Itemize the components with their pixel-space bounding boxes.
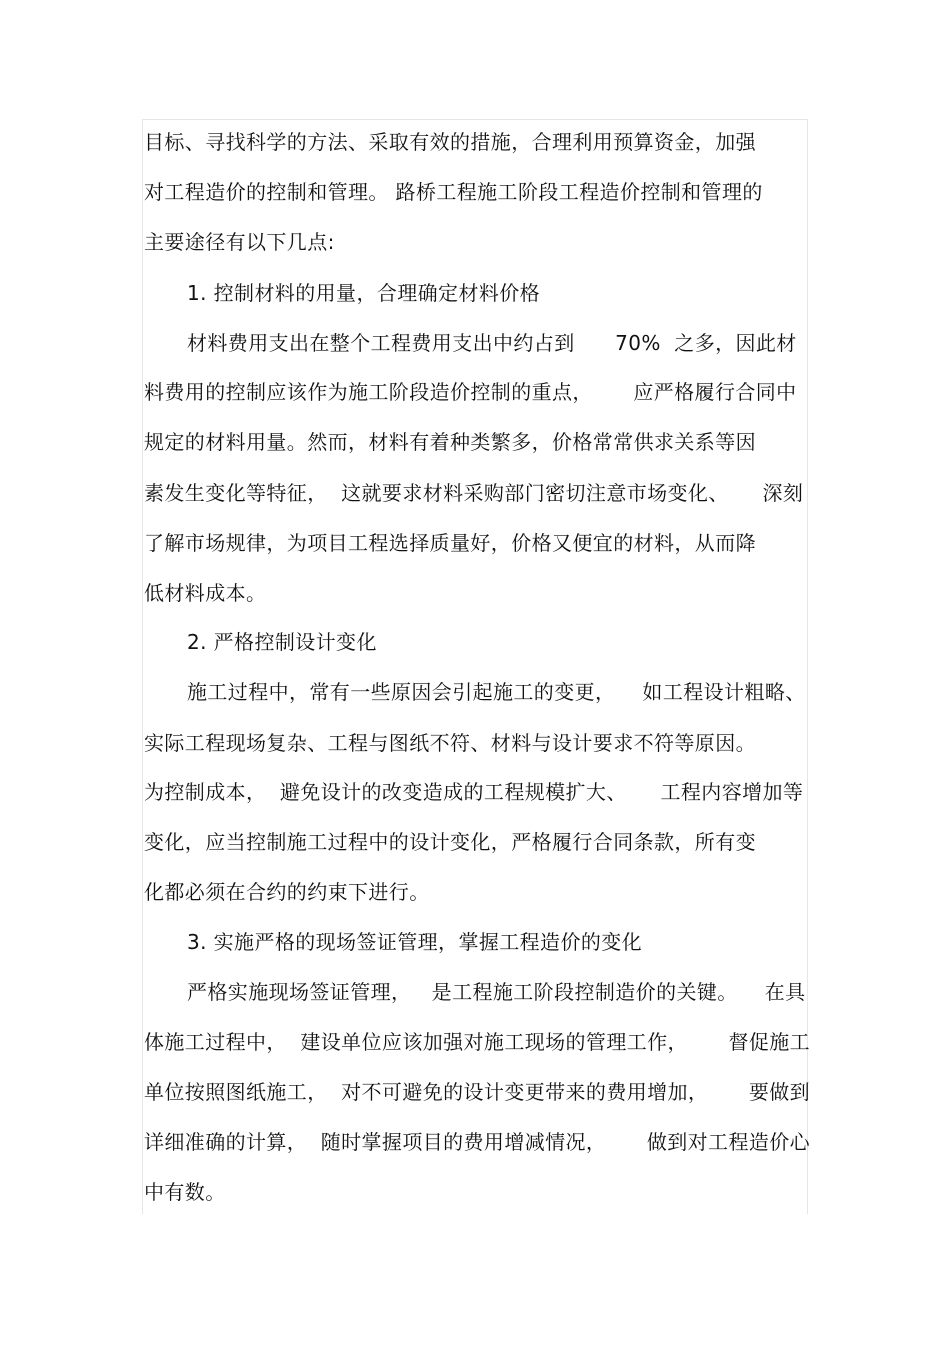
text-line: 低材料成本。 — [144, 581, 267, 605]
text-line: 实际工程现场复杂、工程与图纸不符、材料与设计要求不符等原因。 — [144, 731, 756, 755]
section-heading: 3. 实施严格的现场签证管理，掌握工程造价的变化 — [187, 930, 643, 954]
text-line: 详细准确的计算， 随时掌握项目的费用增减情况， 做到对工程造价心 — [144, 1130, 811, 1154]
text-line: 素发生变化等特征， 这就要求材料采购部门密切注意市场变化、 深刻 — [144, 481, 804, 505]
text-line: 严格实施现场签证管理， 是工程施工阶段控制造价的关键。 在具 — [187, 980, 806, 1004]
text-line: 变化，应当控制施工过程中的设计变化，严格履行合同条款，所有变 — [144, 830, 756, 854]
text-line: 为控制成本， 避免设计的改变造成的工程规模扩大、 工程内容增加等 — [144, 780, 804, 804]
text-line: 体施工过程中， 建设单位应该加强对施工现场的管理工作， 督促施工 — [144, 1030, 811, 1054]
text-line: 单位按照图纸施工， 对不可避免的设计变更带来的费用增加， 要做到 — [144, 1080, 811, 1104]
text-line: 材料费用支出在整个工程费用支出中约占到 70% 之多，因此材 — [187, 331, 797, 355]
text-line: 化都必须在合约的约束下进行。 — [144, 880, 430, 904]
text-line: 主要途径有以下几点: — [144, 230, 335, 254]
text-line: 了解市场规律，为项目工程选择质量好，价格又便宜的材料，从而降 — [144, 531, 756, 555]
text-line: 目标、寻找科学的方法、采取有效的措施，合理利用预算资金，加强 — [144, 130, 756, 154]
text-line: 对工程造价的控制和管理。 路桥工程施工阶段工程造价控制和管理的 — [144, 180, 763, 204]
text-line: 施工过程中，常有一些原因会引起施工的变更， 如工程设计粗略、 — [187, 680, 806, 704]
text-line: 规定的材料用量。然而，材料有着种类繁多，价格常常供求关系等因 — [144, 430, 756, 454]
text-line: 料费用的控制应该作为施工阶段造价控制的重点， 应严格履行合同中 — [144, 380, 797, 404]
section-heading: 2. 严格控制设计变化 — [187, 630, 377, 654]
text-line: 中有数。 — [144, 1180, 226, 1204]
section-heading: 1. 控制材料的用量，合理确定材料价格 — [187, 281, 541, 305]
